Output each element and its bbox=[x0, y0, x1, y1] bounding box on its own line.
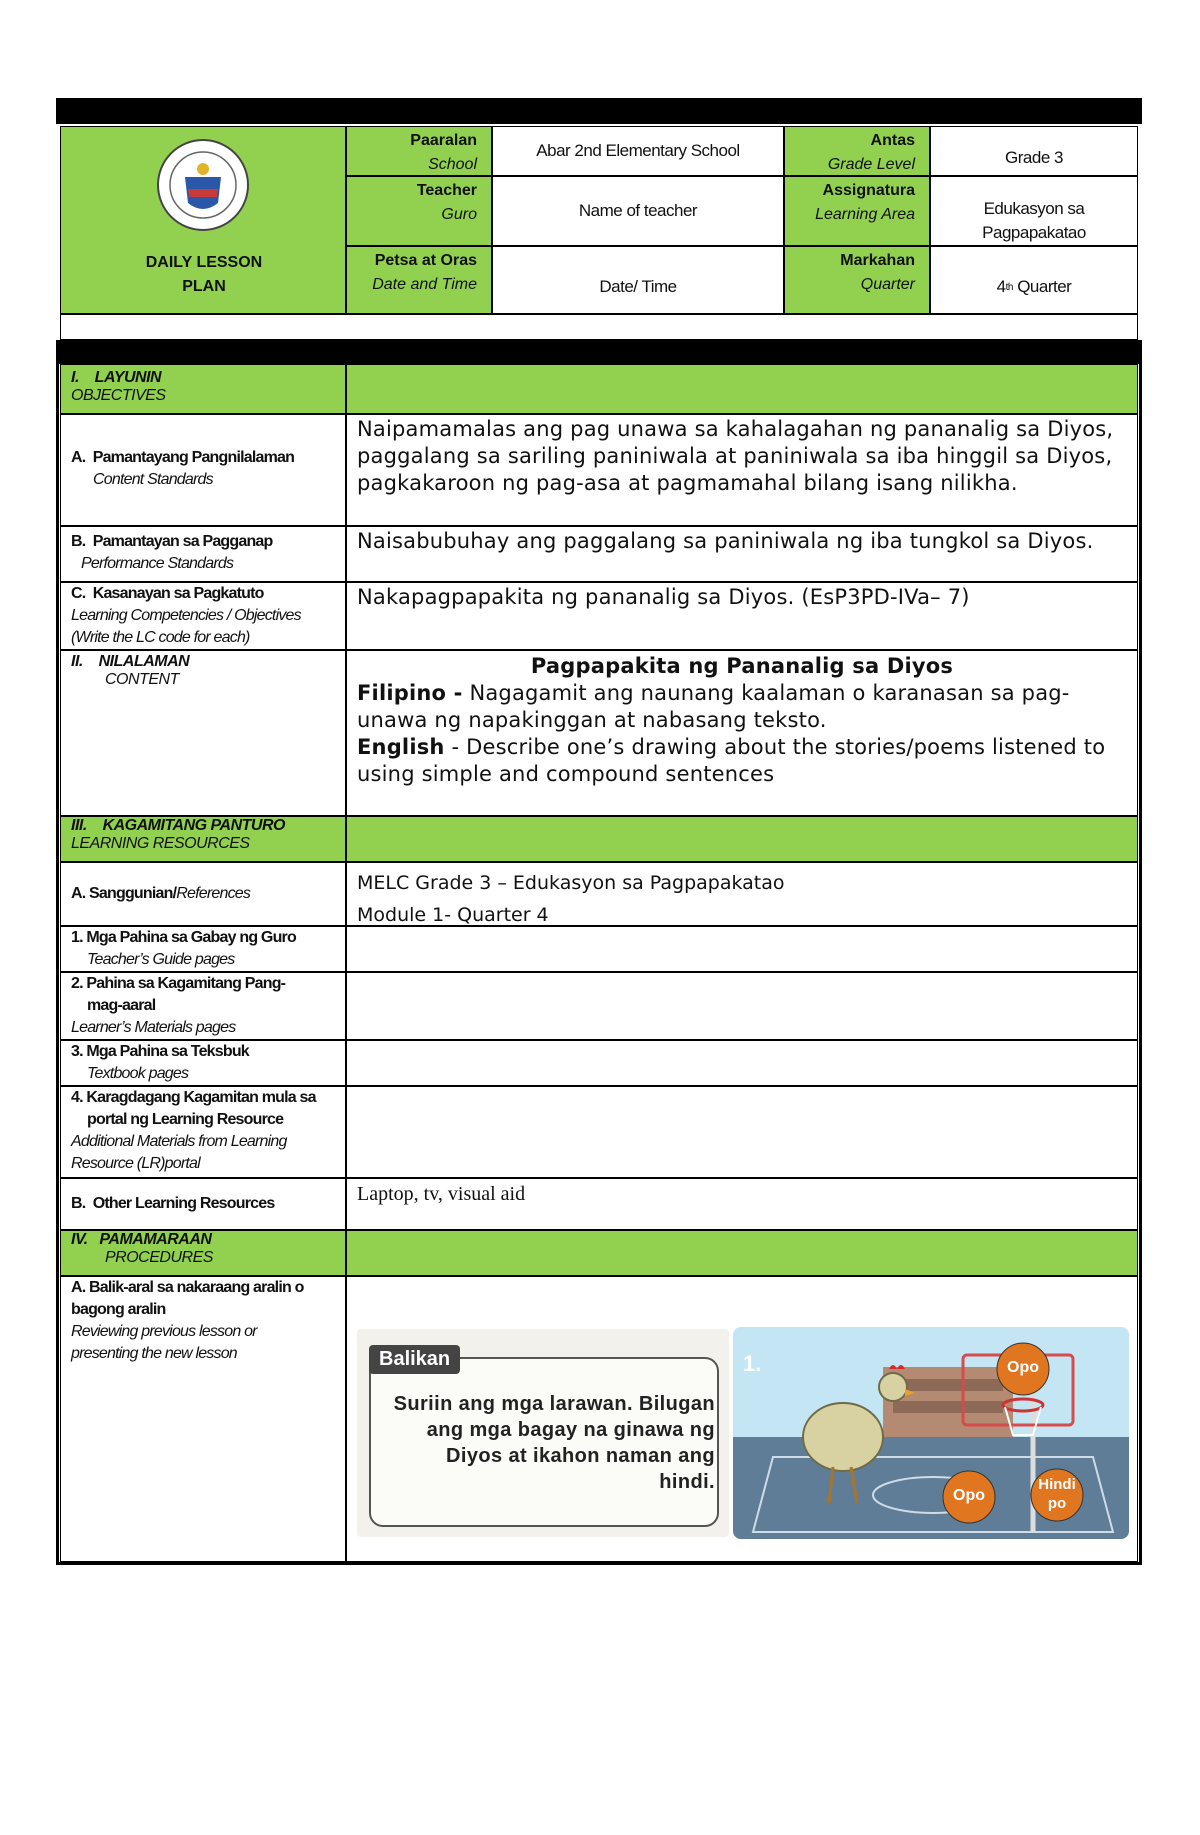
resources-section-label: III. KAGAMITANG PANTURO LEARNING RESOURCES bbox=[60, 816, 346, 862]
date-value: Date/ Time bbox=[492, 246, 784, 314]
procedures-section-fill bbox=[346, 1230, 1138, 1276]
performance-standards-value: Naisabubuhay ang paggalang sa paniniwala ng iba tungkol sa Diyos. bbox=[346, 526, 1138, 582]
content-value bbox=[346, 650, 1138, 816]
ball-label-2: Opo bbox=[953, 1487, 985, 1504]
textbook-label: 3. Mga Pahina sa Teksbuk Textbook pages bbox=[60, 1040, 346, 1086]
bottom-border bbox=[56, 1562, 1142, 1565]
header-logo-cell bbox=[60, 126, 346, 314]
lr-portal-value bbox=[346, 1086, 1138, 1178]
content-section-label: II. NILALAMAN CONTENT bbox=[60, 650, 346, 816]
deped-seal-icon bbox=[155, 137, 251, 233]
references-value: MELC Grade 3 – Edukasyon sa Pagpapakatao Module 1- Quarter 4 bbox=[346, 862, 1138, 926]
objectives-section-fill bbox=[346, 364, 1138, 414]
area-label: Assignatura Learning Area bbox=[784, 176, 930, 246]
english-objective: English - Describe one’s drawing about the stories/poems listened to using simple and compound sentences bbox=[357, 735, 1106, 786]
filipino-objective: Filipino - Nagagamit ang naunang kaalaman o karanasan sa pag-unawa ng napakinggan at nabasang teksto. bbox=[357, 681, 1070, 732]
area-value: Edukasyon sa Pagpapakatao bbox=[930, 176, 1138, 246]
learning-competencies-value: Nakapagpapakita ng pananalig sa Diyos. (EsP3PD-IVa– 7) bbox=[346, 582, 1138, 650]
top-black-bar bbox=[56, 98, 1142, 124]
learners-materials-label: 2. Pahina sa Kagamitang Pang- mag-aaral Learner’s Materials pages bbox=[60, 972, 346, 1040]
learners-materials-value bbox=[346, 972, 1138, 1040]
performance-standards-label: B. Pamantayan sa Pagganap Performance Standards bbox=[60, 526, 346, 582]
learning-competencies-label: C. Kasanayan sa Pagkatuto Learning Competencies / Objectives (Write the LC code for each) bbox=[60, 582, 346, 650]
textbook-value bbox=[346, 1040, 1138, 1086]
other-resources-value: Laptop, tv, visual aid bbox=[346, 1178, 1138, 1230]
content-standards-value: Naipamamalas ang pag unawa sa kahalagahan ng pananalig sa Diyos, paggalang sa sariling paniniwala at paniniwala sa iba hinggil sa Diyos, pagkakaroon ng pag-asa at pagmamahal bilang isang nilikha. bbox=[346, 414, 1138, 526]
header-spacer bbox=[60, 314, 1138, 340]
page-title: DAILY LESSON PLAN bbox=[145, 254, 263, 295]
content-heading: Pagpapakita ng Pananalig sa Diyos bbox=[530, 654, 954, 678]
school-label: Paaralan School bbox=[346, 126, 492, 176]
grade-label: Antas Grade Level bbox=[784, 126, 930, 176]
lr-portal-label: 4. Karagdagang Kagamitan mula sa portal ng Learning Resource Additional Materials from Learning Resource (LR)portal bbox=[60, 1086, 346, 1178]
balikan-instruction: Suriin ang mga larawan. Bilugan ang mga bagay na ginawa ng Diyos at ikahon naman ang hindi. bbox=[393, 1393, 715, 1493]
school-value: Abar 2nd Elementary School bbox=[492, 126, 784, 176]
balikan-tag: Balikan bbox=[369, 1345, 460, 1374]
review-lesson-label: A. Balik-aral sa nakaraang aralin o bagong aralin Reviewing previous lesson or presenting the new lesson bbox=[60, 1276, 346, 1562]
quarter-value: 4 th Quarter bbox=[930, 246, 1138, 314]
mid-black-bar bbox=[56, 340, 1142, 364]
other-resources-label: B. Other Learning Resources bbox=[60, 1178, 346, 1230]
teachers-guide-value bbox=[346, 926, 1138, 972]
balikan-card bbox=[357, 1329, 729, 1537]
review-lesson-value bbox=[346, 1276, 1138, 1562]
ball-label-3: Hindi po bbox=[1038, 1476, 1076, 1512]
references-label: A. Sanggunian/References bbox=[60, 862, 346, 926]
quarter-label: Markahan Quarter bbox=[784, 246, 930, 314]
procedures-section-label: IV. PAMAMARAAN PROCEDURES bbox=[60, 1230, 346, 1276]
content-standards-label: A. Pamantayang Pangnilalaman Content Standards bbox=[60, 414, 346, 526]
picture-card bbox=[733, 1327, 1129, 1539]
picture-number: 1. bbox=[743, 1351, 762, 1376]
resources-section-fill bbox=[346, 816, 1138, 862]
teachers-guide-label: 1. Mga Pahina sa Gabay ng Guro Teacher’s Guide pages bbox=[60, 926, 346, 972]
grade-value: Grade 3 bbox=[930, 126, 1138, 176]
teacher-value: Name of teacher bbox=[492, 176, 784, 246]
ball-label-1: Opo bbox=[1007, 1359, 1039, 1376]
teacher-label: Teacher Guro bbox=[346, 176, 492, 246]
date-label: Petsa at Oras Date and Time bbox=[346, 246, 492, 314]
objectives-section-label: I. LAYUNIN OBJECTIVES bbox=[60, 364, 346, 414]
